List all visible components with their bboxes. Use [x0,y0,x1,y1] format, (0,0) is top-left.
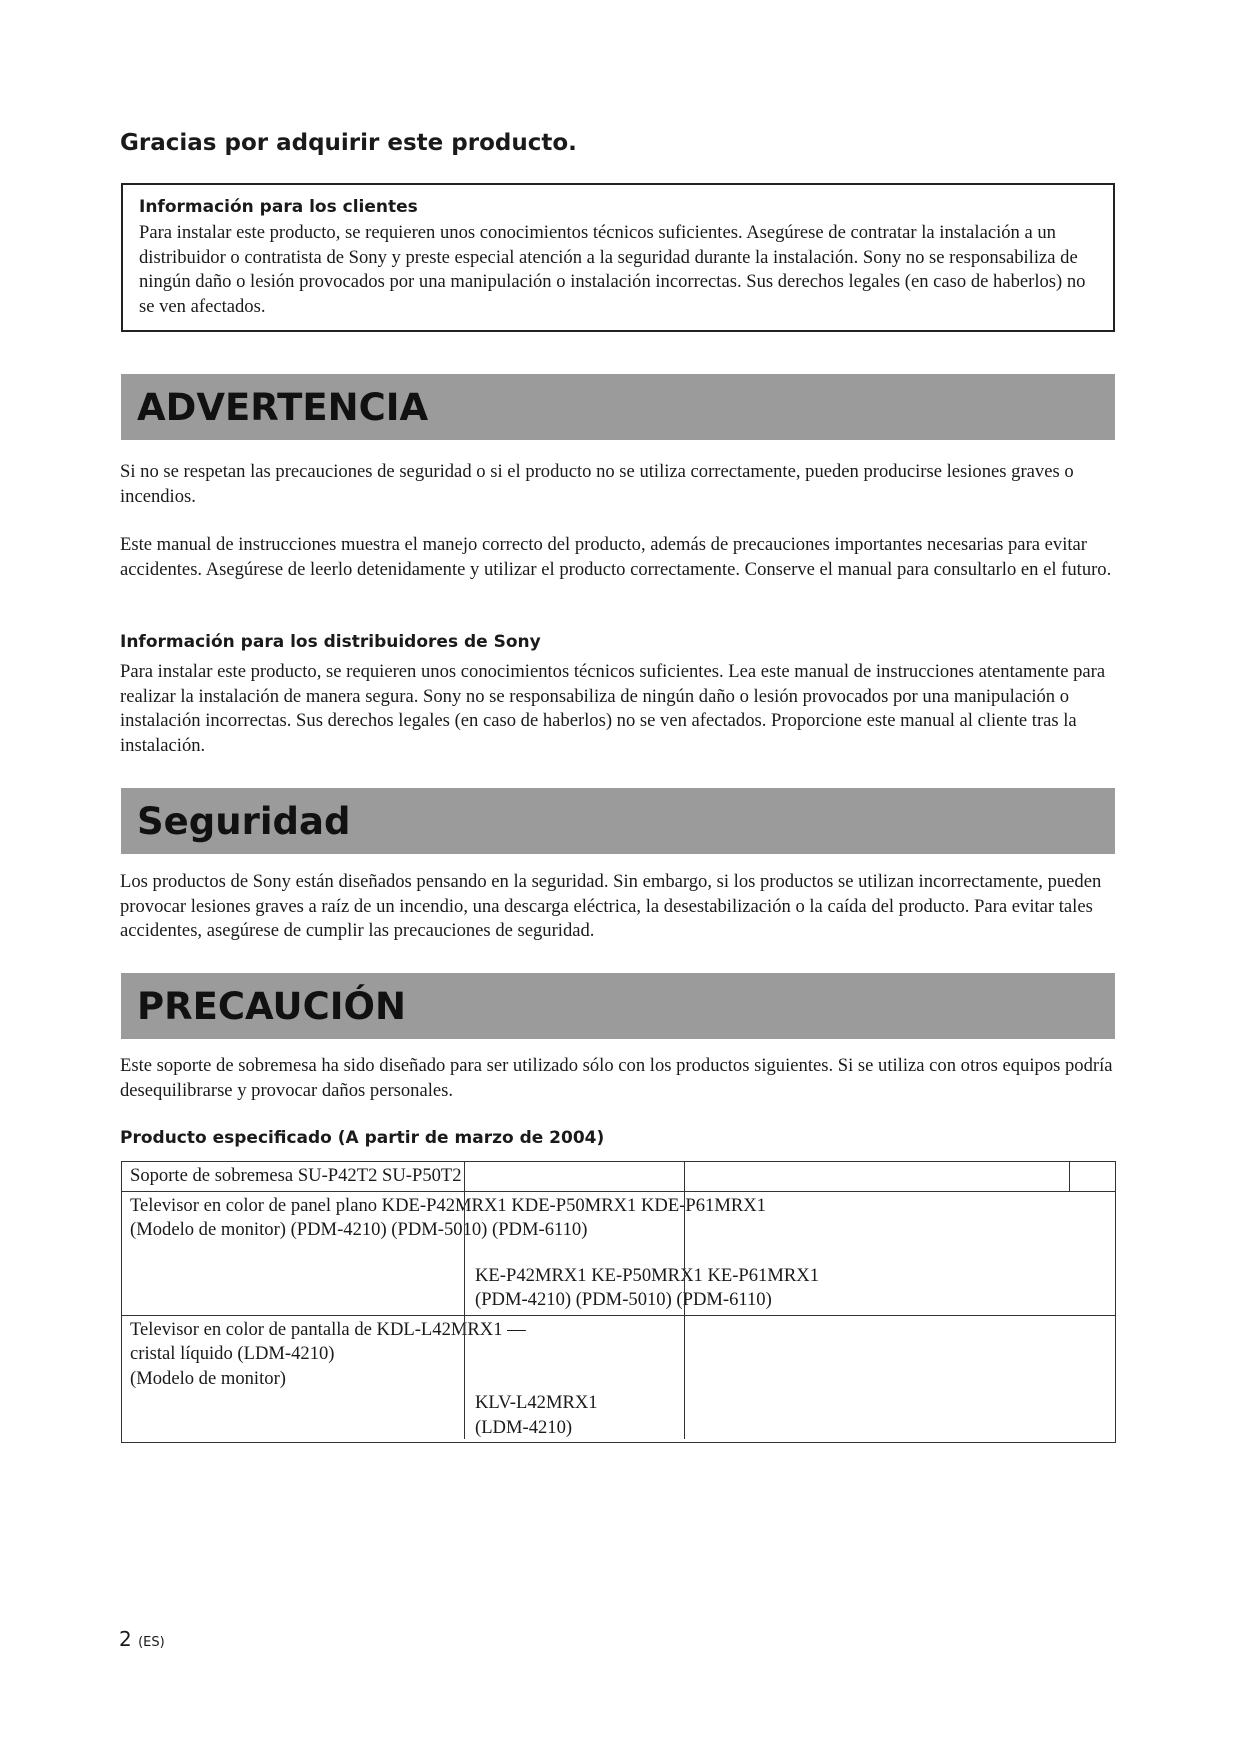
warning-paragraph-2: Este manual de instrucciones muestra el manejo correcto del producto, además de precauciones importantes necesarias para evitar accidentes. Asegúrese de leerlo detenidamente y utilizar el producto correctamente. Conserve el manual para consultarlo en el futuro. [120,534,1112,580]
warning-paragraph-1: Si no se respetan las precauciones de seguridad o si el producto no se utiliza correctamente, pueden producirse lesiones graves o incendios. [120,461,1074,507]
table-cell [122,1315,1116,1443]
caution-banner [121,973,1115,1039]
safety-text: Los productos de Sony están diseñados pensando en la seguridad. Sin embargo, si los productos se utilizan incorrectamente, pueden provocar lesiones graves a raíz de un incendio, una descarga eléctrica, la desestabilización o la caída del producto. Para evitar tales accidentes, asegúrese de cumplir las precauciones de seguridad. [120,871,1102,941]
dealer-info-heading: Información para los distribuidores de Sony [120,632,541,652]
ke-models-line: KE-P42MRX1 KE-P50MRX1 KE-P61MRX1 [475,1264,820,1286]
page-language: (ES) [138,1635,165,1650]
lcd-tv-line-2: cristal líquido (LDM-4210) [130,1343,335,1364]
safety-banner [121,788,1115,854]
stand-models: Soporte de sobremesa SU-P42T2 SU-P50T2 [130,1165,462,1186]
caution-text: Este soporte de sobremesa ha sido diseñado para ser utilizado sólo con los productos siguientes. Si se utiliza con otros equipos podría desequilibrarse y provocar daños personales. [120,1055,1113,1101]
klv-model-line: KLV-L42MRX1 [475,1392,598,1413]
table-cell [122,1191,1116,1315]
customer-info-text: Para instalar este producto, se requieren unos conocimientos técnicos suficientes. Asegúrese de contratar la instalación a un distribuidor o contratista de Sony y preste especial atención a la seguridad durante la instalación. Sony no se responsabiliza de ningún daño o lesión provocados por una manipulación o instalación incorrectas. Sus derechos legales (en caso de haberlos) no se ven afectados. [139,222,1086,317]
table-row [122,1191,1116,1315]
product-table [121,1161,1116,1443]
customer-info-heading: Información para los clientes [139,197,418,217]
table-cell [122,1162,1070,1192]
customer-info-box [121,183,1115,332]
plasma-tv-line: Televisor en color de panel plano KDE-P42MRX1 KDE-P50MRX1 KDE-P61MRX1 [130,1194,766,1216]
ke-monitor-line: (PDM-4210) (PDM-5010) (PDM-6110) [475,1289,772,1310]
page-title: Gracias por adquirir este producto. [120,130,577,156]
table-divider [684,1161,685,1439]
table-row [122,1315,1116,1443]
safety-heading: Seguridad [137,799,351,843]
dealer-info-text: Para instalar este producto, se requieren unos conocimientos técnicos suficientes. Lea este manual de instrucciones atentamente para realizar la instalación de manera segura. Sony no se responsabiliza de ningún daño o lesión provocados por una manipulación o instalación incorrectas. Sus derechos legales (en caso de haberlos) no se ven afectados. Proporcione este manual al cliente tras la instalación. [120,661,1106,756]
caution-heading: PRECAUCIÓN [137,984,406,1028]
lcd-tv-line-3: (Modelo de monitor) [130,1367,286,1389]
lcd-tv-line-1: Televisor en color de pantalla de KDL-L42MRX1 — [130,1318,526,1340]
page-number-value: 2 [119,1627,132,1651]
warning-heading: ADVERTENCIA [137,385,429,429]
table-row [122,1162,1116,1192]
plasma-monitor-line: (Modelo de monitor) (PDM-4210) (PDM-5010) (PDM-6110) [130,1219,588,1240]
table-divider [464,1161,465,1439]
klv-monitor-line: (LDM-4210) [475,1416,573,1438]
warning-banner [121,374,1115,440]
table-cell [1069,1162,1115,1192]
product-table-heading: Producto especificado (A partir de marzo de 2004) [120,1128,605,1148]
page-number [119,1627,165,1651]
